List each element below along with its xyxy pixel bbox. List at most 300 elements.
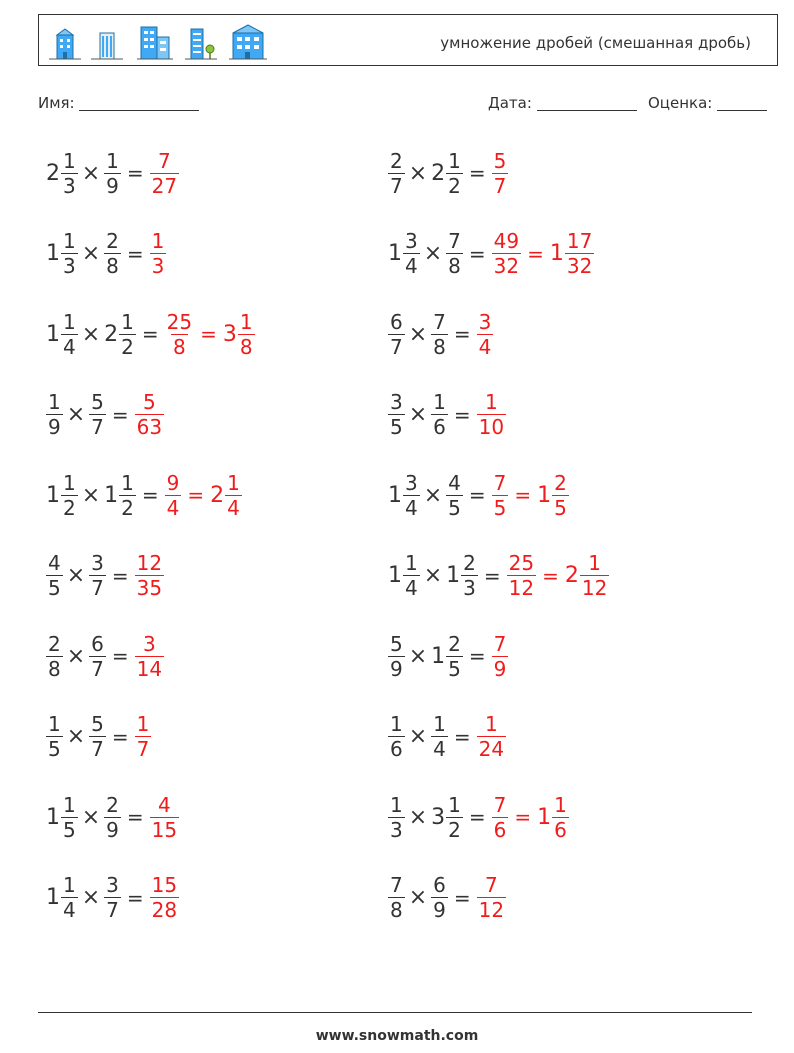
answer-mixed-numerator: 1 bbox=[554, 792, 567, 817]
apartment-building-icon bbox=[229, 23, 267, 61]
answer-mixed-whole: 1 bbox=[549, 241, 564, 266]
answer-mixed-fraction bbox=[552, 471, 569, 520]
operand-a-numerator: 2 bbox=[48, 631, 61, 656]
answer-improper-denominator: 14 bbox=[136, 656, 163, 681]
answer bbox=[150, 149, 179, 198]
problem-item bbox=[388, 380, 506, 450]
answer-mixed-whole: 2 bbox=[564, 563, 579, 588]
times-sign: × bbox=[408, 643, 428, 669]
operand-a-numerator: 1 bbox=[63, 229, 76, 253]
operand-b bbox=[104, 793, 121, 842]
answer-mixed-fraction bbox=[552, 793, 569, 842]
operand-b bbox=[89, 551, 106, 600]
operand-b-fraction bbox=[89, 712, 106, 761]
problem-item bbox=[46, 380, 164, 450]
answer-improper bbox=[492, 149, 509, 198]
operand-a-denominator: 4 bbox=[63, 334, 76, 359]
times-sign: × bbox=[408, 804, 428, 830]
answer-improper bbox=[165, 310, 194, 359]
answer-improper bbox=[492, 632, 509, 681]
operand-b bbox=[89, 712, 106, 761]
operand-b-denominator: 6 bbox=[433, 415, 446, 439]
answer-mixed bbox=[537, 471, 569, 520]
grade-label: Оценка: bbox=[648, 94, 713, 112]
operand-a-numerator: 1 bbox=[63, 792, 76, 817]
operand-a-whole: 2 bbox=[46, 160, 60, 186]
answer bbox=[150, 793, 179, 842]
operand-a-fraction bbox=[61, 471, 78, 520]
operand-a-fraction bbox=[388, 149, 405, 198]
operand-a bbox=[46, 873, 78, 922]
operand-a-fraction bbox=[46, 712, 63, 761]
operand-b-numerator: 1 bbox=[121, 309, 134, 334]
skyscraper-tree-icon bbox=[185, 25, 217, 61]
answer-improper-denominator: 24 bbox=[478, 737, 505, 761]
equals-sign: = bbox=[111, 724, 129, 749]
problem-item bbox=[388, 702, 506, 772]
operand-a-numerator: 1 bbox=[63, 309, 76, 334]
answer-improper bbox=[165, 471, 182, 520]
answer bbox=[135, 712, 152, 761]
operand-a-numerator: 2 bbox=[390, 148, 403, 173]
operand-a-numerator: 1 bbox=[390, 792, 403, 817]
answer-improper-fraction bbox=[135, 390, 164, 439]
operand-a bbox=[388, 310, 405, 359]
tower-icon bbox=[91, 27, 123, 61]
operand-b-denominator: 3 bbox=[463, 576, 476, 600]
times-sign: × bbox=[81, 160, 101, 186]
operand-b-fraction bbox=[446, 229, 463, 278]
operand-a bbox=[46, 471, 78, 520]
operand-a-fraction bbox=[61, 149, 78, 198]
operand-a bbox=[388, 551, 420, 600]
operand-b-fraction bbox=[446, 632, 463, 681]
operand-b-denominator: 2 bbox=[448, 173, 461, 198]
operand-b-whole: 1 bbox=[446, 563, 461, 588]
date-label: Дата: bbox=[488, 94, 532, 112]
operand-a-fraction bbox=[403, 229, 420, 278]
operand-a-numerator: 1 bbox=[405, 551, 418, 575]
answer-mixed-numerator: 1 bbox=[227, 470, 240, 495]
operand-b-fraction bbox=[431, 712, 448, 761]
problem-item bbox=[388, 138, 508, 208]
answer-improper bbox=[135, 712, 152, 761]
answer-mixed-fraction bbox=[225, 471, 242, 520]
answer-improper-fraction bbox=[477, 390, 506, 439]
operand-a-denominator: 4 bbox=[405, 254, 418, 278]
answer-improper bbox=[492, 471, 509, 520]
times-sign: × bbox=[81, 321, 101, 347]
operand-a bbox=[46, 310, 78, 359]
operand-a bbox=[46, 632, 63, 681]
answer-improper-denominator: 35 bbox=[136, 576, 163, 600]
answer-mixed-whole: 1 bbox=[537, 804, 552, 830]
answer-improper-numerator: 1 bbox=[136, 712, 150, 736]
operand-b bbox=[89, 390, 106, 439]
operand-a bbox=[46, 551, 63, 600]
problem-item bbox=[388, 863, 506, 933]
answer-improper-fraction bbox=[492, 471, 509, 520]
answer-improper-denominator: 9 bbox=[493, 656, 507, 681]
operand-b bbox=[446, 551, 478, 600]
operand-b-numerator: 2 bbox=[106, 229, 119, 253]
answer-improper-fraction bbox=[135, 712, 152, 761]
operand-a-whole: 1 bbox=[388, 563, 402, 588]
times-sign: × bbox=[81, 241, 101, 266]
answer-improper bbox=[477, 310, 494, 359]
operand-a bbox=[388, 793, 405, 842]
operand-a bbox=[388, 873, 405, 922]
operand-b-numerator: 1 bbox=[448, 792, 461, 817]
equals-sign: = bbox=[126, 885, 144, 910]
problem-item bbox=[388, 219, 594, 289]
operand-a bbox=[46, 793, 78, 842]
operand-b-denominator: 9 bbox=[106, 173, 119, 198]
operand-b bbox=[104, 229, 121, 278]
operand-b-numerator: 2 bbox=[106, 792, 119, 817]
answer bbox=[165, 310, 255, 359]
problem-item bbox=[46, 460, 242, 530]
answer-improper-numerator: 1 bbox=[151, 229, 165, 253]
answer-improper bbox=[492, 229, 521, 278]
answer-improper-denominator: 10 bbox=[478, 415, 505, 439]
answer-improper-denominator: 32 bbox=[493, 254, 520, 278]
problem-item bbox=[46, 702, 151, 772]
operand-a-fraction bbox=[388, 873, 405, 922]
problem-item bbox=[388, 621, 508, 691]
answer-mixed-denominator: 8 bbox=[239, 334, 253, 359]
answer-improper-numerator: 1 bbox=[485, 712, 498, 736]
operand-a-denominator: 4 bbox=[405, 495, 418, 520]
answer-improper-denominator: 4 bbox=[166, 495, 180, 520]
operand-a bbox=[388, 471, 420, 520]
operand-a-denominator: 9 bbox=[48, 415, 61, 439]
operand-a-numerator: 3 bbox=[405, 470, 418, 495]
answer-improper-numerator: 7 bbox=[493, 631, 507, 656]
answer-improper-denominator: 7 bbox=[136, 737, 150, 761]
answer-improper-numerator: 25 bbox=[508, 551, 535, 575]
answer-mixed-denominator: 32 bbox=[566, 254, 593, 278]
operand-b-numerator: 2 bbox=[448, 631, 461, 656]
operand-b-whole: 3 bbox=[431, 804, 446, 830]
answer bbox=[492, 793, 569, 842]
answer-improper-numerator: 15 bbox=[151, 873, 178, 897]
operand-a bbox=[388, 229, 420, 278]
footer-divider bbox=[38, 1012, 752, 1013]
equals-sign: = bbox=[111, 402, 129, 427]
answer-improper-fraction bbox=[135, 551, 164, 600]
answer-equals-sign: = bbox=[542, 563, 559, 588]
answer-improper-numerator: 4 bbox=[158, 792, 171, 817]
operand-b-fraction bbox=[446, 793, 463, 842]
operand-b-denominator: 8 bbox=[433, 334, 446, 359]
answer-equals-sign: = bbox=[187, 483, 205, 507]
operand-b-whole: 1 bbox=[431, 643, 446, 669]
grade-blank[interactable] bbox=[717, 96, 767, 111]
equals-sign: = bbox=[111, 563, 129, 588]
operand-a-numerator: 1 bbox=[63, 470, 76, 495]
answer-equals-sign: = bbox=[514, 805, 532, 829]
operand-b-fraction bbox=[446, 471, 463, 520]
answer-improper bbox=[507, 551, 536, 600]
answer bbox=[477, 873, 506, 922]
operand-b-denominator: 7 bbox=[91, 737, 104, 761]
answer-equals-sign: = bbox=[200, 322, 217, 346]
operand-b bbox=[104, 471, 136, 520]
operand-a-fraction bbox=[388, 793, 405, 842]
building-icon bbox=[49, 27, 81, 61]
times-sign: × bbox=[408, 160, 428, 186]
answer-improper-fraction bbox=[492, 229, 521, 278]
times-sign: × bbox=[408, 321, 428, 347]
operand-a-numerator: 1 bbox=[48, 390, 61, 414]
problem-item bbox=[46, 621, 164, 691]
operand-b-fraction bbox=[431, 310, 448, 359]
operand-b-numerator: 4 bbox=[448, 470, 461, 495]
answer-equals-sign: = bbox=[514, 483, 532, 507]
answer-mixed-whole: 3 bbox=[222, 321, 237, 347]
answer-improper-denominator: 15 bbox=[151, 817, 178, 842]
equals-sign: = bbox=[468, 161, 486, 185]
answer-mixed-fraction bbox=[580, 551, 609, 600]
operand-b-denominator: 8 bbox=[448, 254, 461, 278]
answer-improper bbox=[135, 390, 164, 439]
operand-b-fraction bbox=[119, 310, 136, 359]
answer-improper-fraction bbox=[150, 229, 167, 278]
problem-item bbox=[388, 460, 569, 530]
answer-improper bbox=[135, 632, 164, 681]
operand-a-denominator: 6 bbox=[390, 737, 403, 761]
operand-a bbox=[388, 149, 405, 198]
operand-a-denominator: 2 bbox=[63, 495, 76, 520]
operand-a-numerator: 1 bbox=[63, 873, 76, 897]
operand-a-denominator: 3 bbox=[63, 254, 76, 278]
operand-a-fraction bbox=[388, 310, 405, 359]
answer-improper-denominator: 7 bbox=[493, 173, 507, 198]
operand-b-numerator: 2 bbox=[463, 551, 476, 575]
operand-b-numerator: 1 bbox=[106, 148, 119, 173]
operand-a-denominator: 5 bbox=[63, 817, 76, 842]
answer-improper-fraction bbox=[492, 632, 509, 681]
equals-sign: = bbox=[141, 483, 159, 507]
operand-a-whole: 1 bbox=[46, 241, 60, 266]
operand-b-numerator: 6 bbox=[433, 873, 446, 897]
operand-a-denominator: 9 bbox=[390, 656, 403, 681]
operand-b-fraction bbox=[104, 229, 121, 278]
answer-improper-denominator: 4 bbox=[478, 334, 492, 359]
operand-b bbox=[104, 873, 121, 922]
operand-b-denominator: 8 bbox=[106, 254, 119, 278]
operand-b-fraction bbox=[89, 632, 106, 681]
answer bbox=[477, 712, 506, 761]
answer-mixed-whole: 1 bbox=[537, 482, 552, 508]
answer-improper-numerator: 7 bbox=[485, 873, 498, 897]
operand-a-fraction bbox=[61, 310, 78, 359]
answer-improper-denominator: 3 bbox=[151, 254, 165, 278]
worksheet-header bbox=[38, 14, 778, 66]
operand-b-numerator: 7 bbox=[448, 229, 461, 253]
operand-a bbox=[46, 712, 63, 761]
equals-sign: = bbox=[468, 483, 486, 507]
operand-a-numerator: 1 bbox=[390, 712, 403, 736]
problem-item bbox=[388, 782, 569, 852]
answer bbox=[135, 390, 164, 439]
operand-b-denominator: 9 bbox=[106, 817, 119, 842]
name-field bbox=[38, 94, 199, 112]
problem-item bbox=[46, 219, 166, 289]
date-field bbox=[488, 94, 637, 112]
answer-improper bbox=[492, 793, 509, 842]
operand-a-numerator: 1 bbox=[63, 148, 76, 173]
equals-sign: = bbox=[111, 644, 129, 668]
operand-b-denominator: 5 bbox=[448, 495, 461, 520]
operand-a-fraction bbox=[46, 551, 63, 600]
answer-improper-denominator: 8 bbox=[173, 334, 186, 359]
operand-a-denominator: 8 bbox=[390, 898, 403, 922]
operand-b-numerator: 7 bbox=[433, 309, 446, 334]
answer-improper bbox=[150, 793, 179, 842]
answer bbox=[492, 229, 595, 278]
operand-b-denominator: 2 bbox=[121, 495, 134, 520]
equals-sign: = bbox=[453, 322, 471, 346]
answer-mixed-denominator: 6 bbox=[554, 817, 567, 842]
operand-a-denominator: 3 bbox=[390, 817, 403, 842]
operand-b-denominator: 7 bbox=[91, 415, 104, 439]
equals-sign: = bbox=[141, 322, 159, 346]
operand-b bbox=[89, 632, 106, 681]
answer-mixed-fraction bbox=[565, 229, 594, 278]
answer-mixed-denominator: 12 bbox=[581, 576, 608, 600]
operand-a-fraction bbox=[46, 632, 63, 681]
answer-improper-fraction bbox=[492, 793, 509, 842]
operand-a-denominator: 7 bbox=[390, 334, 403, 359]
operand-b bbox=[431, 390, 448, 439]
times-sign: × bbox=[81, 885, 101, 910]
problem-item bbox=[46, 782, 179, 852]
answer-improper bbox=[150, 149, 179, 198]
answer-improper-numerator: 7 bbox=[158, 148, 171, 173]
name-blank[interactable] bbox=[79, 96, 199, 111]
answer-improper-denominator: 6 bbox=[493, 817, 507, 842]
times-sign: × bbox=[66, 724, 86, 749]
answer-improper-numerator: 3 bbox=[478, 309, 492, 334]
operand-b-whole: 1 bbox=[104, 482, 119, 508]
operand-b bbox=[431, 873, 448, 922]
answer-mixed bbox=[223, 310, 255, 359]
answer-mixed-numerator: 2 bbox=[554, 470, 567, 495]
operand-b-fraction bbox=[446, 149, 463, 198]
answer-improper-denominator: 28 bbox=[151, 898, 178, 922]
answer-mixed-denominator: 4 bbox=[227, 495, 240, 520]
operand-a-fraction bbox=[403, 471, 420, 520]
answer-improper-fraction bbox=[507, 551, 536, 600]
answer-improper bbox=[477, 873, 506, 922]
operand-a-fraction bbox=[403, 551, 420, 600]
answer-mixed-denominator: 5 bbox=[554, 495, 567, 520]
operand-a bbox=[388, 712, 405, 761]
problem-item bbox=[46, 299, 255, 369]
operand-b bbox=[104, 149, 121, 198]
times-sign: × bbox=[423, 482, 443, 508]
operand-b-fraction bbox=[89, 551, 106, 600]
answer-improper-numerator: 9 bbox=[166, 470, 180, 495]
times-sign: × bbox=[423, 563, 443, 588]
operand-b-fraction bbox=[431, 873, 448, 922]
answer-improper-fraction bbox=[150, 793, 179, 842]
operand-b-fraction bbox=[461, 551, 478, 600]
operand-b-denominator: 7 bbox=[91, 656, 104, 681]
operand-b-numerator: 1 bbox=[448, 148, 461, 173]
answer-improper bbox=[150, 229, 167, 278]
answer-improper-fraction bbox=[165, 471, 182, 520]
operand-b-denominator: 7 bbox=[91, 576, 104, 600]
answer-improper-denominator: 27 bbox=[151, 173, 178, 198]
equals-sign: = bbox=[126, 241, 144, 266]
operand-a-fraction bbox=[388, 632, 405, 681]
answer-mixed-numerator: 1 bbox=[239, 309, 253, 334]
operand-a-numerator: 3 bbox=[405, 229, 418, 253]
times-sign: × bbox=[408, 724, 428, 749]
operand-a-fraction bbox=[46, 390, 63, 439]
answer-improper bbox=[477, 712, 506, 761]
operand-b-whole: 2 bbox=[431, 160, 446, 186]
office-building-icon bbox=[137, 23, 173, 61]
operand-a-fraction bbox=[61, 873, 78, 922]
operand-a-numerator: 5 bbox=[390, 631, 403, 656]
operand-b-numerator: 3 bbox=[106, 873, 119, 897]
operand-a bbox=[46, 229, 78, 278]
answer-improper-numerator: 7 bbox=[493, 470, 507, 495]
operand-a-numerator: 6 bbox=[390, 309, 403, 334]
answer-mixed bbox=[550, 229, 594, 278]
grade-field bbox=[648, 94, 767, 112]
operand-a-fraction bbox=[61, 793, 78, 842]
operand-b bbox=[431, 310, 448, 359]
answer-improper-numerator: 5 bbox=[493, 148, 507, 173]
name-label: Имя: bbox=[38, 94, 75, 112]
answer-mixed bbox=[210, 471, 242, 520]
times-sign: × bbox=[408, 885, 428, 910]
operand-a-denominator: 5 bbox=[48, 737, 61, 761]
answer-improper-numerator: 25 bbox=[166, 309, 193, 334]
answer-improper-numerator: 1 bbox=[485, 390, 498, 414]
operand-b bbox=[104, 310, 136, 359]
times-sign: × bbox=[66, 643, 86, 669]
operand-b bbox=[431, 632, 463, 681]
equals-sign: = bbox=[126, 161, 144, 185]
answer-improper-fraction bbox=[135, 632, 164, 681]
footer-url[interactable]: www.snowmath.com bbox=[315, 1028, 479, 1044]
answer-improper bbox=[135, 551, 164, 600]
operand-b-whole: 2 bbox=[104, 321, 119, 347]
operand-b-denominator: 2 bbox=[121, 334, 134, 359]
equals-sign: = bbox=[453, 885, 471, 910]
operand-a-denominator: 4 bbox=[63, 898, 76, 922]
answer-improper-denominator: 12 bbox=[478, 898, 505, 922]
operand-a-fraction bbox=[388, 712, 405, 761]
answer-mixed-numerator: 17 bbox=[566, 229, 593, 253]
times-sign: × bbox=[66, 402, 86, 427]
answer-improper-fraction bbox=[477, 873, 506, 922]
operand-a-denominator: 5 bbox=[48, 576, 61, 600]
date-blank[interactable] bbox=[537, 96, 637, 111]
answer-improper-fraction bbox=[477, 310, 494, 359]
answer-improper-fraction bbox=[492, 149, 509, 198]
answer bbox=[150, 229, 167, 278]
operand-b-numerator: 5 bbox=[91, 390, 104, 414]
operand-a-numerator: 4 bbox=[48, 551, 61, 575]
operand-a-denominator: 3 bbox=[63, 173, 76, 198]
